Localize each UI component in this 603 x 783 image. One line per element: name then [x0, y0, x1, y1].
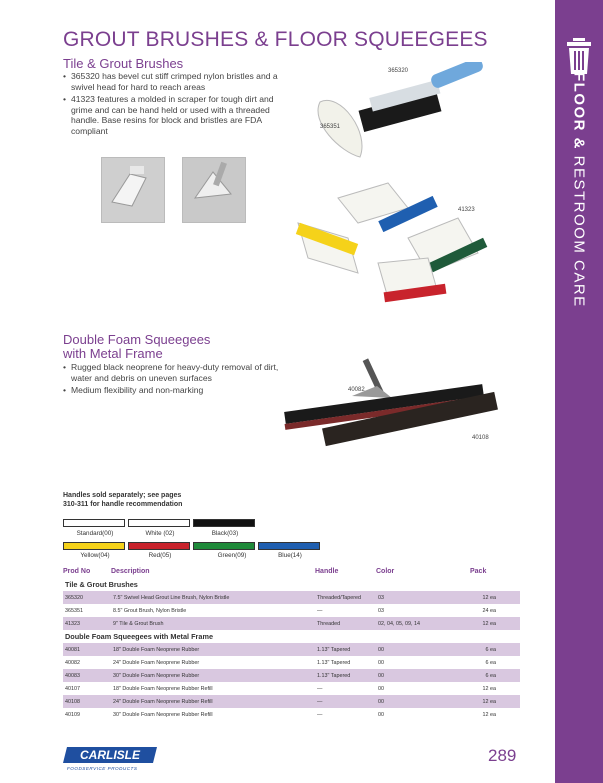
table-row	[63, 643, 520, 656]
table-cell-prod: 40109	[65, 711, 80, 718]
foam-section-title	[63, 333, 210, 361]
table-cell-desc: 24" Double Foam Neoprene Rubber Refill	[111, 695, 315, 708]
color-swatch	[128, 542, 190, 550]
product-label: 40108	[472, 435, 489, 441]
table-cell-prod: 40107	[65, 685, 80, 692]
col-header-desc: Description	[111, 568, 150, 575]
foam-bullet-list	[63, 362, 283, 398]
table-row	[63, 695, 520, 708]
table-cell-handle: —	[315, 695, 376, 708]
brush-in-use-photo	[101, 157, 165, 223]
color-swatch	[193, 519, 255, 527]
table-cell-color: 00	[378, 685, 384, 692]
table-cell-handle: —	[317, 711, 323, 718]
color-swatch-label: Blue(14)	[278, 552, 302, 559]
color-swatch	[63, 519, 125, 527]
col-header-handle: Handle	[315, 568, 339, 575]
table-cell-color: 02, 04, 05, 09, 14	[376, 617, 466, 630]
table-cell-prod: 40108	[63, 695, 111, 708]
section-label: FLOOR & RESTROOM CARE	[570, 72, 588, 308]
table-cell-prod: 40082	[65, 659, 80, 666]
foam-bullet: • Rugged black neoprene for heavy-duty removal of dirt, water and debris on uneven surfaces	[63, 362, 283, 383]
table-row	[63, 604, 520, 617]
color-swatch	[63, 542, 125, 550]
table-cell-handle: 1.13" Tapered	[317, 659, 351, 666]
table-cell-pack: 6 ea	[485, 659, 496, 666]
tile-bullet: • 41323 features a molded in scraper for tough dirt and grime and can be hand held or used with a threaded handle. Base resins for block and bristles are FDA compliant	[63, 94, 283, 136]
table-cell-desc: 9" Tile & Grout Brush	[111, 617, 315, 630]
table-cell-pack: 12 ea	[482, 685, 496, 692]
trash-can-icon	[567, 38, 591, 74]
handle-note-line: Handles sold separately; see pages	[63, 492, 182, 499]
table-row	[63, 591, 520, 604]
tile-bullet-list	[63, 71, 283, 139]
table-cell-handle: 1.13" Tapered	[315, 643, 376, 656]
table-cell-prod: 365351	[65, 607, 83, 614]
table-cell-prod: 40081	[63, 643, 111, 656]
table-row	[63, 617, 520, 630]
foam-squeegee-image	[282, 358, 502, 458]
table-group-label: Tile & Grout Brushes	[65, 580, 138, 589]
svg-text:FOODSERVICE PRODUCTS: FOODSERVICE PRODUCTS	[67, 766, 138, 771]
page-title: GROUT BRUSHES & FLOOR SQUEEGEES	[63, 28, 488, 51]
table-cell-color: 00	[376, 695, 466, 708]
table-cell-color: 03	[376, 591, 466, 604]
table-cell-color: 00	[376, 643, 466, 656]
table-cell-desc: 18" Double Foam Neoprene Rubber Refill	[113, 685, 213, 692]
col-header-color: Color	[376, 568, 395, 575]
table-cell-pack: 12 ea	[466, 695, 520, 708]
table-cell-color: 00	[376, 669, 466, 682]
tile-bullet: • 365320 has bevel cut stiff crimped nylon bristles and a swivel head for hard to reach areas	[63, 71, 283, 92]
table-cell-desc: 8.5" Grout Brush, Nylon Bristle	[113, 607, 187, 614]
table-cell-desc: 24" Double Foam Neoprene Rubber	[113, 659, 200, 666]
color-swatch-label: Standard(00)	[76, 530, 114, 537]
table-cell-desc: 30" Double Foam Neoprene Rubber	[111, 669, 315, 682]
scraper-in-use-photo	[182, 157, 246, 223]
handle-note-line: 310-311 for handle recommendation	[63, 501, 183, 508]
color-swatch-label: Yellow(04)	[80, 552, 110, 559]
table-cell-handle: —	[317, 607, 323, 614]
color-swatch-label: Green(09)	[217, 552, 247, 559]
color-swatch-label: White (02)	[145, 530, 175, 537]
color-swatch-label: Red(05)	[148, 552, 172, 559]
table-cell-desc: 30" Double Foam Neoprene Rubber Refill	[113, 711, 213, 718]
product-label: 40082	[348, 387, 365, 393]
col-header-pack: Pack	[470, 568, 487, 575]
product-label: 41323	[458, 207, 475, 213]
foam-title-line: with Metal Frame	[63, 346, 163, 361]
table-header-row	[63, 565, 520, 578]
foam-title-line: Double Foam Squeegees	[63, 332, 211, 347]
table-cell-pack: 12 ea	[466, 591, 520, 604]
grout-brushes-image	[300, 62, 500, 162]
table-cell-pack: 6 ea	[466, 669, 520, 682]
table-cell-pack: 6 ea	[466, 643, 520, 656]
foam-bullet: • Medium flexibility and non-marking	[63, 385, 283, 396]
product-label: 365351	[320, 124, 341, 130]
color-swatch	[128, 519, 190, 527]
table-cell-color: 03	[378, 607, 384, 614]
table-cell-handle: —	[317, 685, 323, 692]
carlisle-logo	[63, 744, 159, 772]
table-cell-handle: Threaded/Tapered	[315, 591, 376, 604]
product-table	[63, 565, 520, 721]
table-cell-desc: 18" Double Foam Neoprene Rubber	[111, 643, 315, 656]
color-swatch	[258, 542, 320, 550]
handle-note	[63, 491, 223, 509]
table-cell-color: 00	[378, 711, 384, 718]
table-cell-color: 00	[378, 659, 384, 666]
table-row	[63, 656, 520, 669]
color-swatch	[193, 542, 255, 550]
table-cell-pack: 12 ea	[466, 617, 520, 630]
table-group-label: Double Foam Squeegees with Metal Frame	[65, 632, 213, 641]
table-cell-prod: 40083	[63, 669, 111, 682]
page-number: 289	[488, 746, 517, 765]
color-swatch-label: Black(03)	[211, 530, 239, 537]
svg-text:CARLISLE: CARLISLE	[80, 748, 140, 762]
table-cell-pack: 12 ea	[482, 711, 496, 718]
table-cell-handle: 1.13" Tapered	[315, 669, 376, 682]
tile-grout-brushes-image	[288, 178, 493, 313]
table-group-row	[63, 630, 520, 643]
table-row	[63, 669, 520, 682]
table-group-row	[63, 578, 520, 591]
table-cell-pack: 24 ea	[482, 607, 496, 614]
table-cell-prod: 41323	[63, 617, 111, 630]
product-label: 365320	[388, 68, 409, 74]
table-cell-prod: 365320	[63, 591, 111, 604]
table-row	[63, 708, 520, 721]
col-header-prod: Prod No	[63, 568, 91, 575]
tile-section-title: Tile & Grout Brushes	[63, 56, 184, 71]
table-cell-handle: Threaded	[315, 617, 376, 630]
table-row	[63, 682, 520, 695]
table-cell-desc: 7.5" Swivel Head Grout Line Brush, Nylon Bristle	[111, 591, 315, 604]
